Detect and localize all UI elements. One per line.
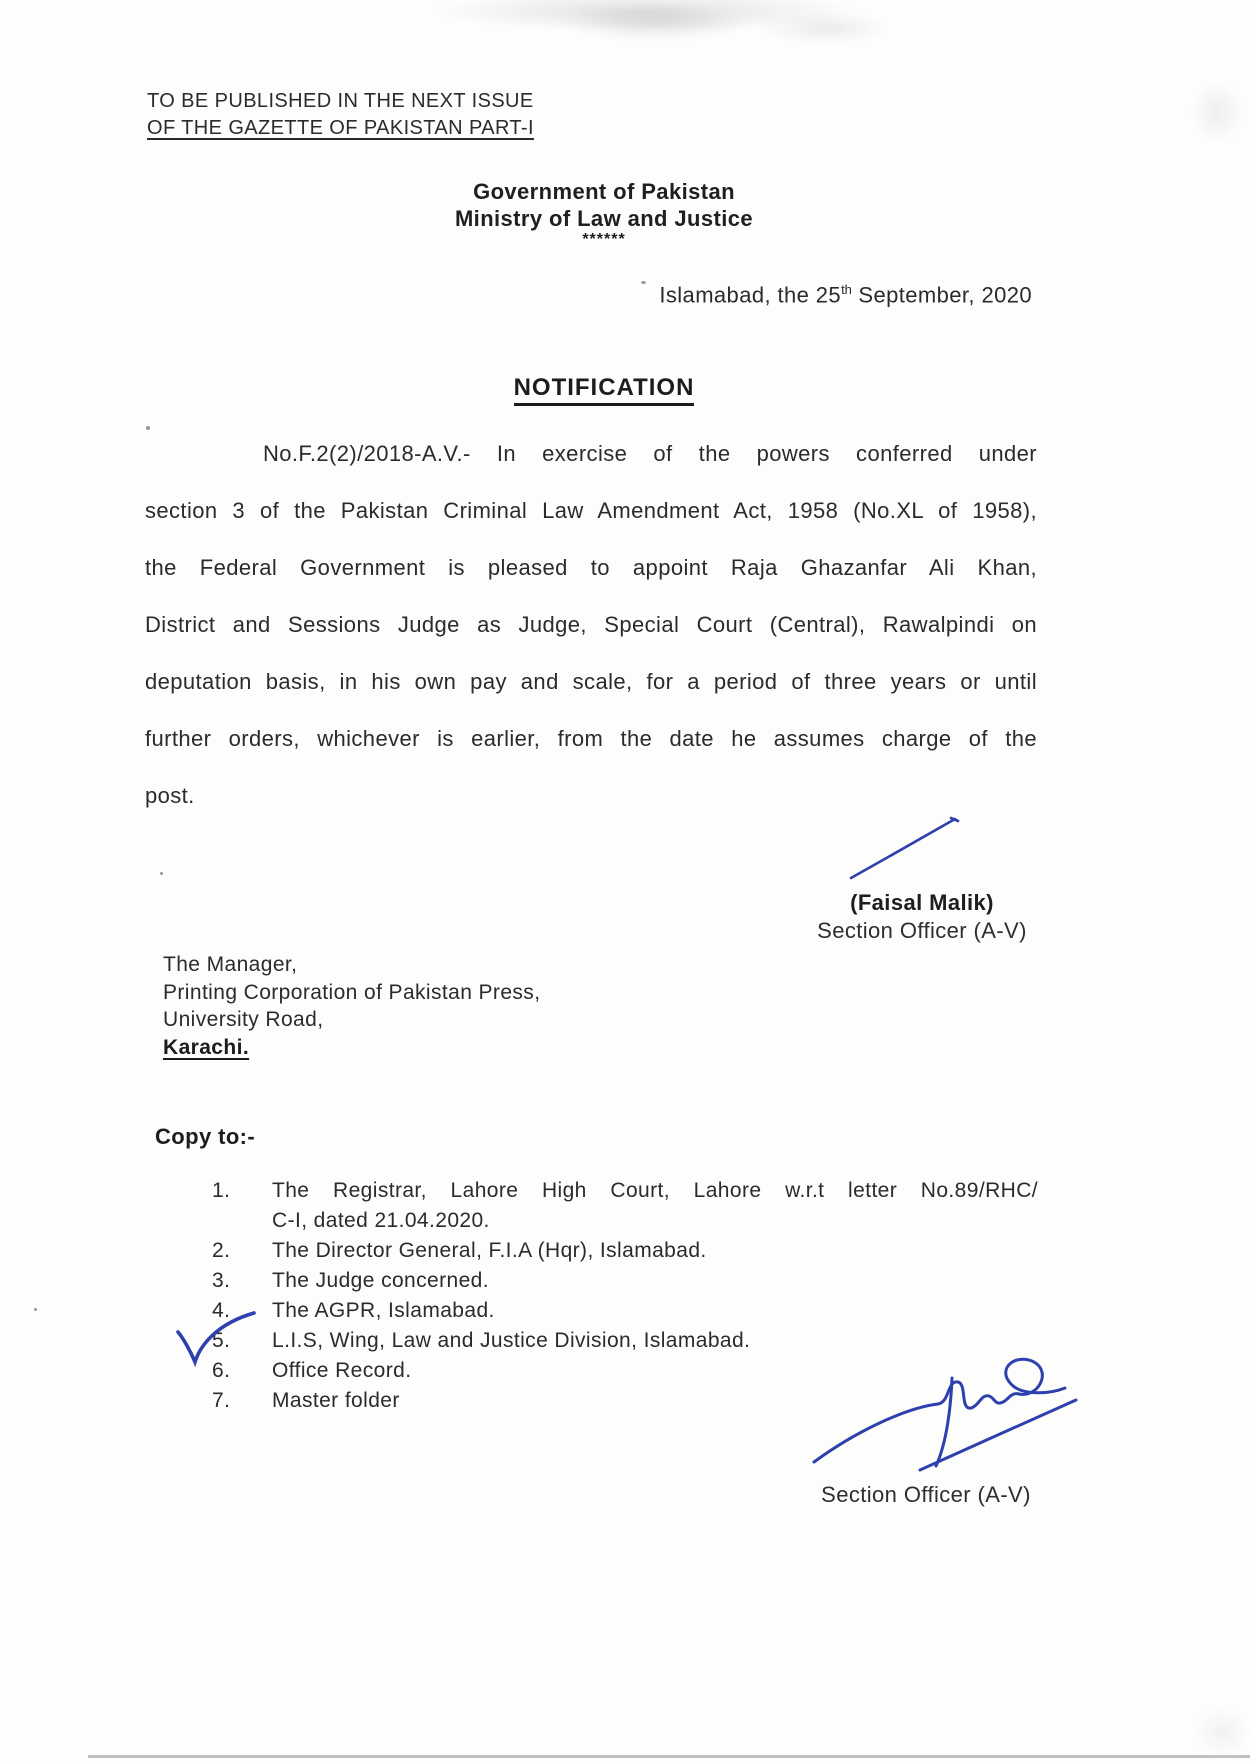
body-line: the Federal Government is pleased to appoint Raja Ghazanfar Ali Khan,	[145, 555, 1037, 580]
list-item-text: Master folder	[272, 1389, 400, 1412]
signatory-block-bottom: Section Officer (A-V)	[821, 1482, 1031, 1507]
copy-to-label: Copy to:-	[155, 1124, 256, 1149]
list-item	[212, 1266, 1038, 1296]
list-item-number: 4.	[212, 1299, 231, 1322]
dateline	[500, 282, 1032, 308]
scan-speck	[34, 1308, 37, 1311]
scan-bottom-edge-line	[88, 1755, 1250, 1758]
list-item-number: 1.	[212, 1179, 231, 1202]
body-line: further orders, whichever is earlier, from the date he assumes charge of the	[145, 726, 1037, 751]
asterisk-separator: ******	[582, 231, 626, 248]
addressee-line: Printing Corporation of Pakistan Press,	[163, 980, 541, 1004]
dateline-superscript: th	[841, 282, 852, 297]
list-item-number: 6.	[212, 1359, 231, 1382]
notification-heading-wrap	[404, 374, 804, 406]
list-item-text: Office Record.	[272, 1359, 412, 1382]
publish-note-line1: TO BE PUBLISHED IN THE NEXT ISSUE	[147, 90, 534, 112]
body-line: No.F.2(2)/2018-A.V.- In exercise of the powers conferred under	[263, 441, 1037, 466]
list-item-text: The Registrar, Lahore High Court, Lahore w.r.t letter No.89/RHC/	[272, 1179, 1038, 1202]
list-item-text: The Director General, F.I.A (Hqr), Islamabad.	[272, 1239, 707, 1262]
ministry-title: Ministry of Law and Justice	[454, 206, 754, 231]
addressee-line: The Manager,	[163, 953, 298, 976]
scan-speck	[160, 872, 163, 875]
list-item	[212, 1296, 1038, 1326]
list-item-text: The Judge concerned.	[272, 1269, 489, 1292]
check-mark	[172, 1306, 260, 1370]
addressee-block	[163, 951, 540, 1061]
list-item	[212, 1176, 1038, 1236]
signatory-title: Section Officer (A-V)	[817, 918, 1027, 943]
body-line: District and Sessions Judge as Judge, Special Court (Central), Rawalpindi on	[145, 612, 1037, 637]
publish-note	[147, 88, 534, 142]
signatory-block-top	[772, 889, 1072, 945]
scan-smudge-bottom-right	[1194, 1706, 1250, 1758]
body-line: post.	[145, 783, 195, 808]
body-line: deputation basis, in his own pay and scale, for a period of three years or until	[145, 669, 1037, 694]
list-item-number: 3.	[212, 1269, 231, 1292]
list-item	[212, 1236, 1038, 1266]
signature-line	[845, 812, 963, 886]
list-item-number: 5.	[212, 1329, 231, 1352]
list-item-number: 7.	[212, 1389, 231, 1412]
government-header	[404, 178, 804, 248]
publish-note-line2: OF THE GAZETTE OF PAKISTAN PART-I	[147, 117, 534, 139]
addressee-city: Karachi.	[163, 1035, 250, 1059]
list-item-text: The AGPR, Islamabad.	[272, 1299, 495, 1322]
dateline-prefix: Islamabad, the 25	[659, 282, 842, 308]
body-line: section 3 of the Pakistan Criminal Law Amendment Act, 1958 (No.XL of 1958),	[145, 498, 1037, 523]
list-item-number: 2.	[212, 1239, 231, 1262]
government-title: Government of Pakistan	[473, 179, 735, 204]
list-item-text: L.I.S, Wing, Law and Justice Division, Islamabad.	[272, 1329, 751, 1352]
list-item-text: C-I, dated 21.04.2020.	[272, 1209, 490, 1232]
handwritten-signature	[800, 1350, 1090, 1482]
notification-heading: NOTIFICATION	[514, 374, 695, 406]
notification-body	[145, 425, 1037, 824]
scan-smudge-right-edge	[1190, 80, 1244, 144]
signatory-name: (Faisal Malik)	[850, 890, 994, 915]
scan-smudge-top-2	[560, 4, 750, 42]
dateline-suffix: September, 2020	[851, 282, 1032, 308]
addressee-line: University Road,	[163, 1008, 324, 1031]
scan-smudge-top-3	[760, 12, 890, 44]
